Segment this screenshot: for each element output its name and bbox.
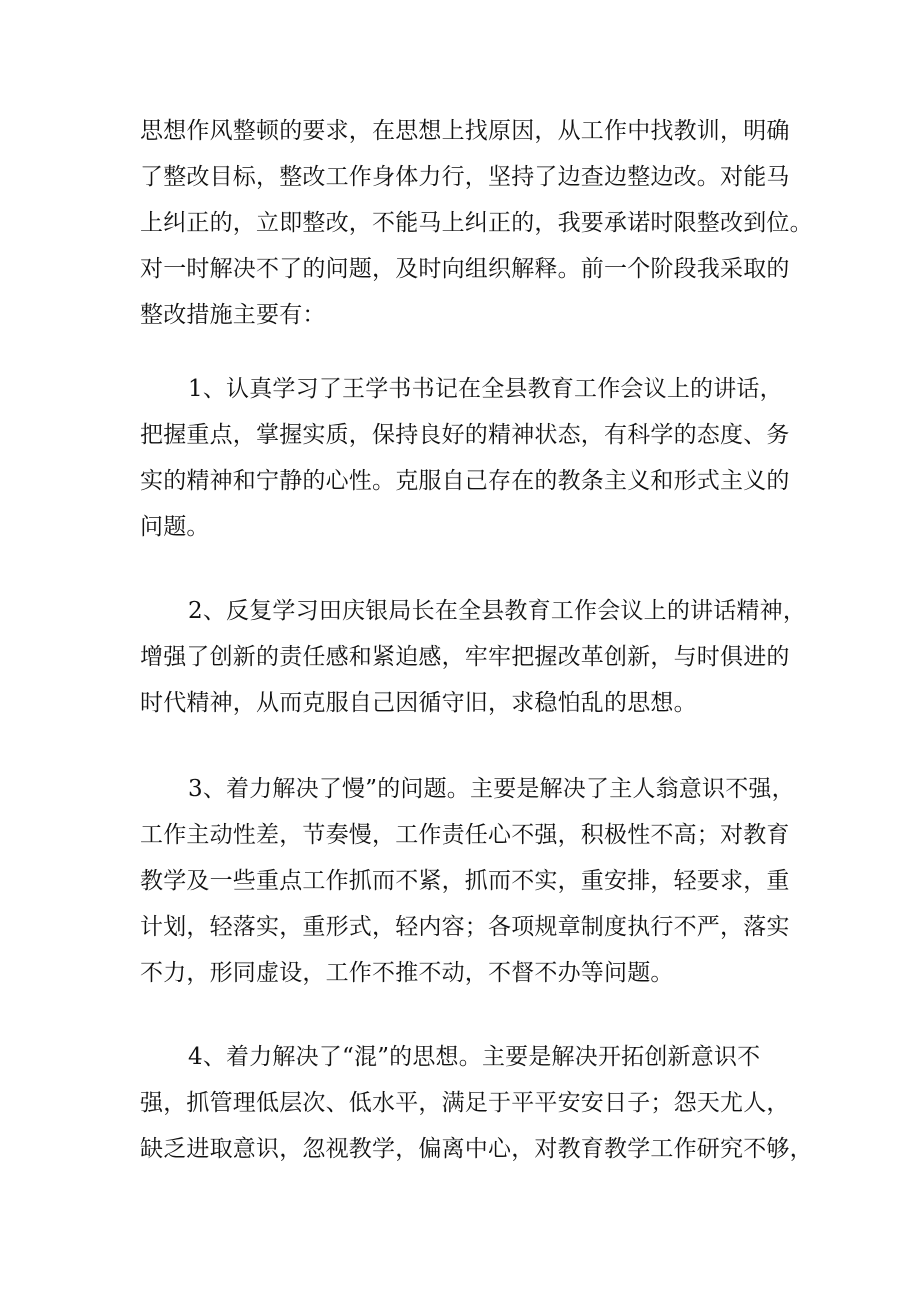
text-line: 2、反复学习田庆银局长在全县教育工作会议上的讲话精神， bbox=[188, 598, 807, 624]
text-line: 整改措施主要有： bbox=[140, 302, 326, 328]
text-line: 思想作风整顿的要求，在思想上找原因，从工作中找教训，明确 bbox=[140, 118, 790, 144]
text-line: 把握重点，掌握实质，保持良好的精神状态，有科学的态度、务 bbox=[140, 422, 790, 448]
text-line: 教学及一些重点工作抓而不紧，抓而不实，重安排，轻要求，重 bbox=[140, 868, 790, 894]
text-line: 问题。 bbox=[140, 514, 210, 540]
text-line: 对一时解决不了的问题，及时向组织解释。前一个阶段我采取的 bbox=[140, 256, 790, 282]
text-line: 实的精神和宁静的心性。克服自己存在的教条主义和形式主义的 bbox=[140, 468, 790, 494]
text-line: 3、着力解决了慢”的问题。主要是解决了主人翁意识不强， bbox=[188, 776, 795, 802]
text-line: 上纠正的，立即整改，不能马上纠正的，我要承诺时限整改到位。 bbox=[140, 210, 813, 236]
text-line: 工作主动性差，节奏慢，工作责任心不强，积极性不高；对教育 bbox=[140, 822, 790, 848]
text-line: 1、认真学习了王学书书记在全县教育工作会议上的讲话， bbox=[188, 376, 783, 402]
text-line: 增强了创新的责任感和紧迫感，牢牢把握改革创新，与时俱进的 bbox=[140, 644, 790, 670]
text-line: 时代精神，从而克服自己因循守旧，求稳怕乱的思想。 bbox=[140, 690, 697, 716]
text-line: 不力，形同虚设，工作不推不动，不督不办等问题。 bbox=[140, 960, 674, 986]
text-line: 了整改目标，整改工作身体力行，坚持了边查边整边改。对能马 bbox=[140, 164, 790, 190]
text-line: 4、着力解决了“混”的思想。主要是解决开拓创新意识不 bbox=[188, 1044, 761, 1070]
text-line: 强，抓管理低层次、低水平，满足于平平安安日子；怨天尤人， bbox=[140, 1090, 790, 1116]
text-line: 缺乏进取意识，忽视教学，偏离中心，对教育教学工作研究不够， bbox=[140, 1136, 813, 1162]
text-line: 计划，轻落实，重形式，轻内容；各项规章制度执行不严，落实 bbox=[140, 914, 790, 940]
